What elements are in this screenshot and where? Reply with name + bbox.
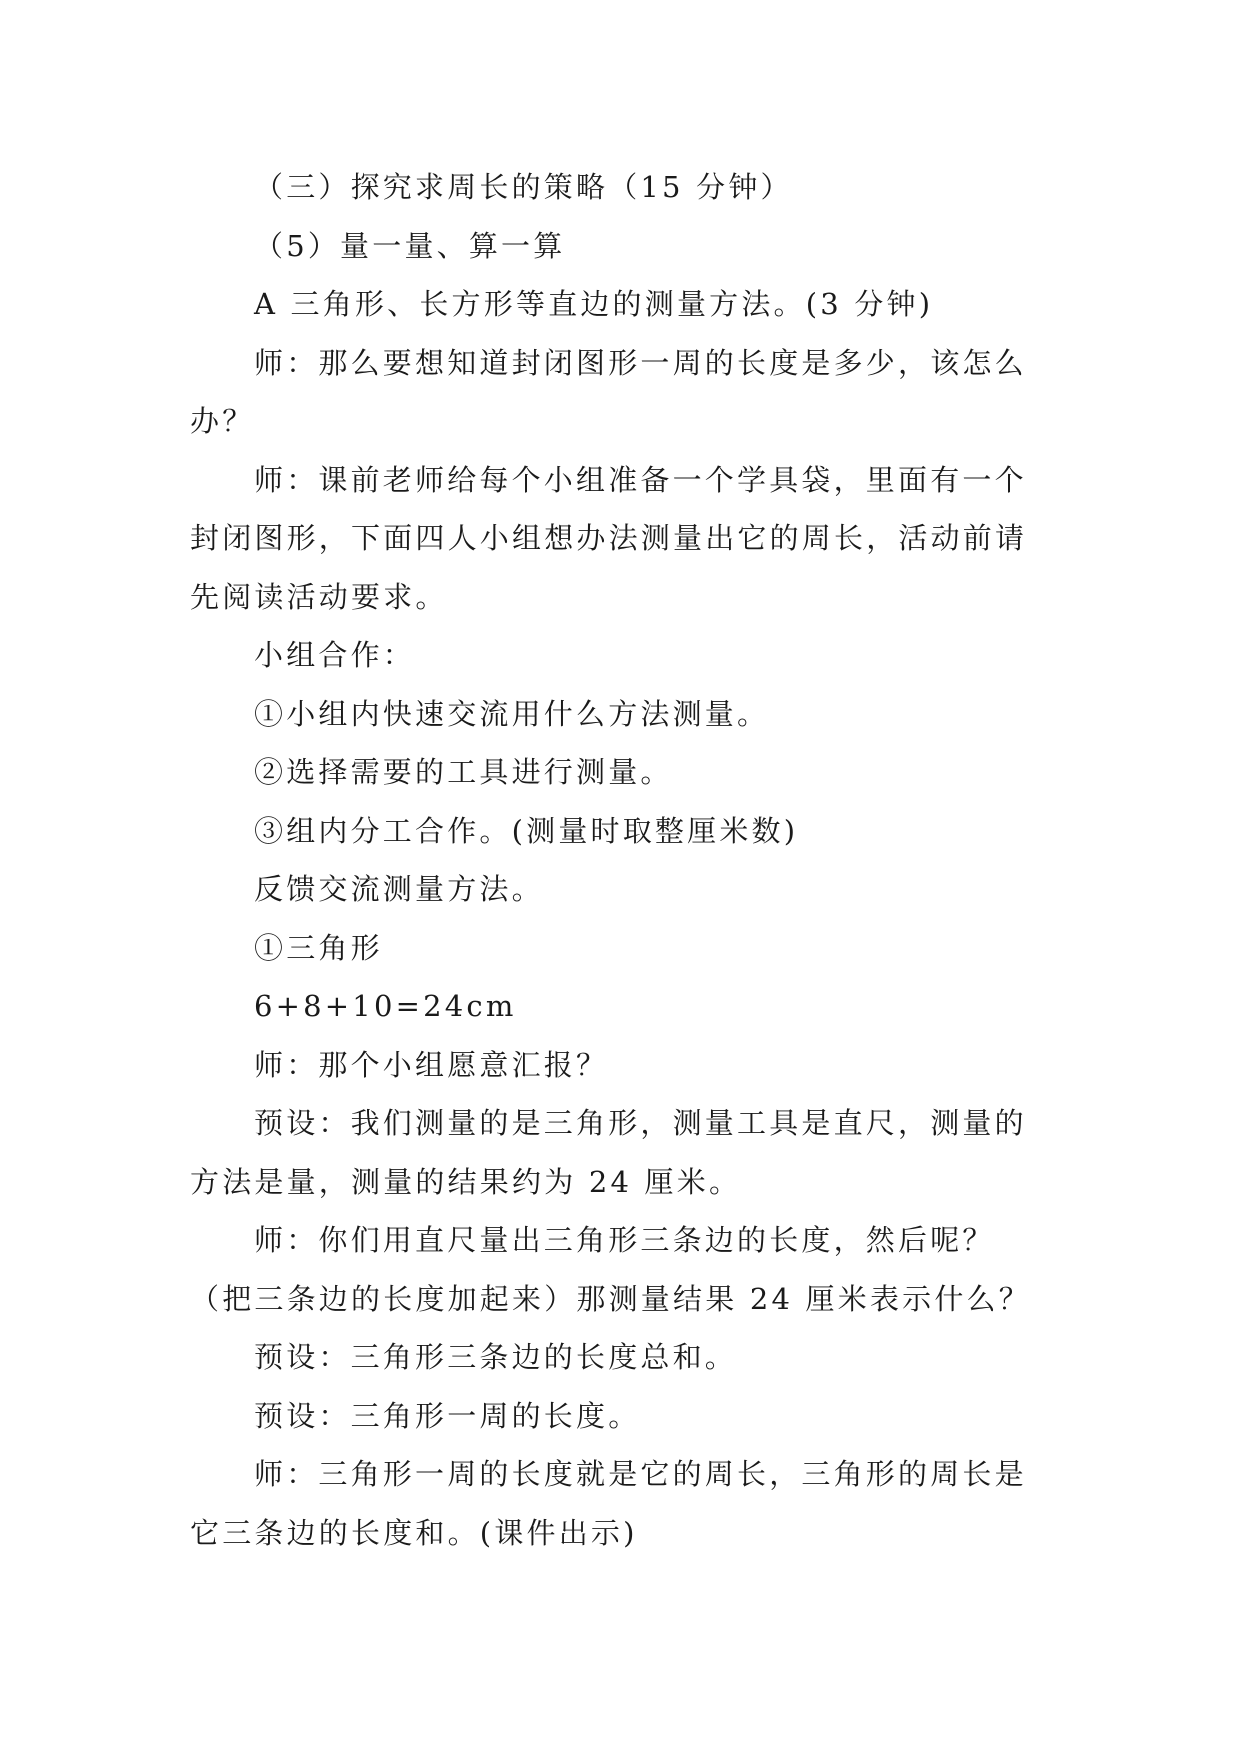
paragraph-line: 方法是量，测量的结果约为 24 厘米。 — [190, 1164, 742, 1199]
list-item: ③组内分工合作。(测量时取整厘米数) — [254, 813, 799, 848]
paragraph-line: 师：那么要想知道封闭图形一周的长度是多少，该怎么 — [254, 345, 1027, 380]
paragraph-teacher-conclusion — [190, 1445, 1060, 1562]
list-item: ②选择需要的工具进行测量。 — [254, 755, 673, 789]
list-item: ①三角形 — [254, 930, 383, 965]
group-work-heading: 小组合作： — [254, 638, 416, 672]
paragraph-preset: 预设：三角形三条边的长度总和。 — [254, 1340, 738, 1374]
subsection-heading: （5）量一量、算一算 — [254, 228, 566, 263]
paragraph-preset-answer — [190, 1094, 1060, 1211]
paragraph-line: 师：三角形一周的长度就是它的周长，三角形的周长是 — [254, 1457, 1027, 1491]
paragraph-preset: 预设：三角形一周的长度。 — [254, 1398, 641, 1433]
paragraph-line: 预设：我们测量的是三角形，测量工具是直尺，测量的 — [254, 1106, 1027, 1140]
list-item: ①小组内快速交流用什么方法测量。 — [254, 696, 770, 731]
paragraph-teacher-followup — [190, 1211, 1060, 1328]
paragraph-line: 它三条边的长度和。(课件出示) — [190, 1515, 638, 1550]
feedback-heading: 反馈交流测量方法。 — [254, 872, 544, 906]
paragraph-line: 师：课前老师给每个小组准备一个学具袋，里面有一个 — [254, 462, 1027, 497]
paragraph-teacher-question — [190, 334, 1060, 451]
paragraph-line: （把三条边的长度加起来）那测量结果 24 厘米表示什么？ — [190, 1281, 1031, 1316]
paragraph-line: 师：你们用直尺量出三角形三条边的长度，然后呢？ — [254, 1223, 995, 1257]
paragraph-line: 办？ — [190, 404, 255, 438]
paragraph-line: 封闭图形，下面四人小组想办法测量出它的周长，活动前请 — [190, 521, 1028, 555]
document-body — [190, 158, 1060, 1562]
paragraph-line: 先阅读活动要求。 — [190, 579, 448, 614]
paragraph-teacher-ask: 师：那个小组愿意汇报？ — [254, 1047, 609, 1082]
paragraph-measure-method: A 三角形、长方形等直边的测量方法。(3 分钟) — [254, 287, 934, 321]
formula: 6+8+10=24cm — [254, 989, 517, 1023]
section-heading: （三）探究求周长的策略（15 分钟） — [254, 170, 793, 204]
paragraph-teacher-instruction — [190, 451, 1060, 627]
